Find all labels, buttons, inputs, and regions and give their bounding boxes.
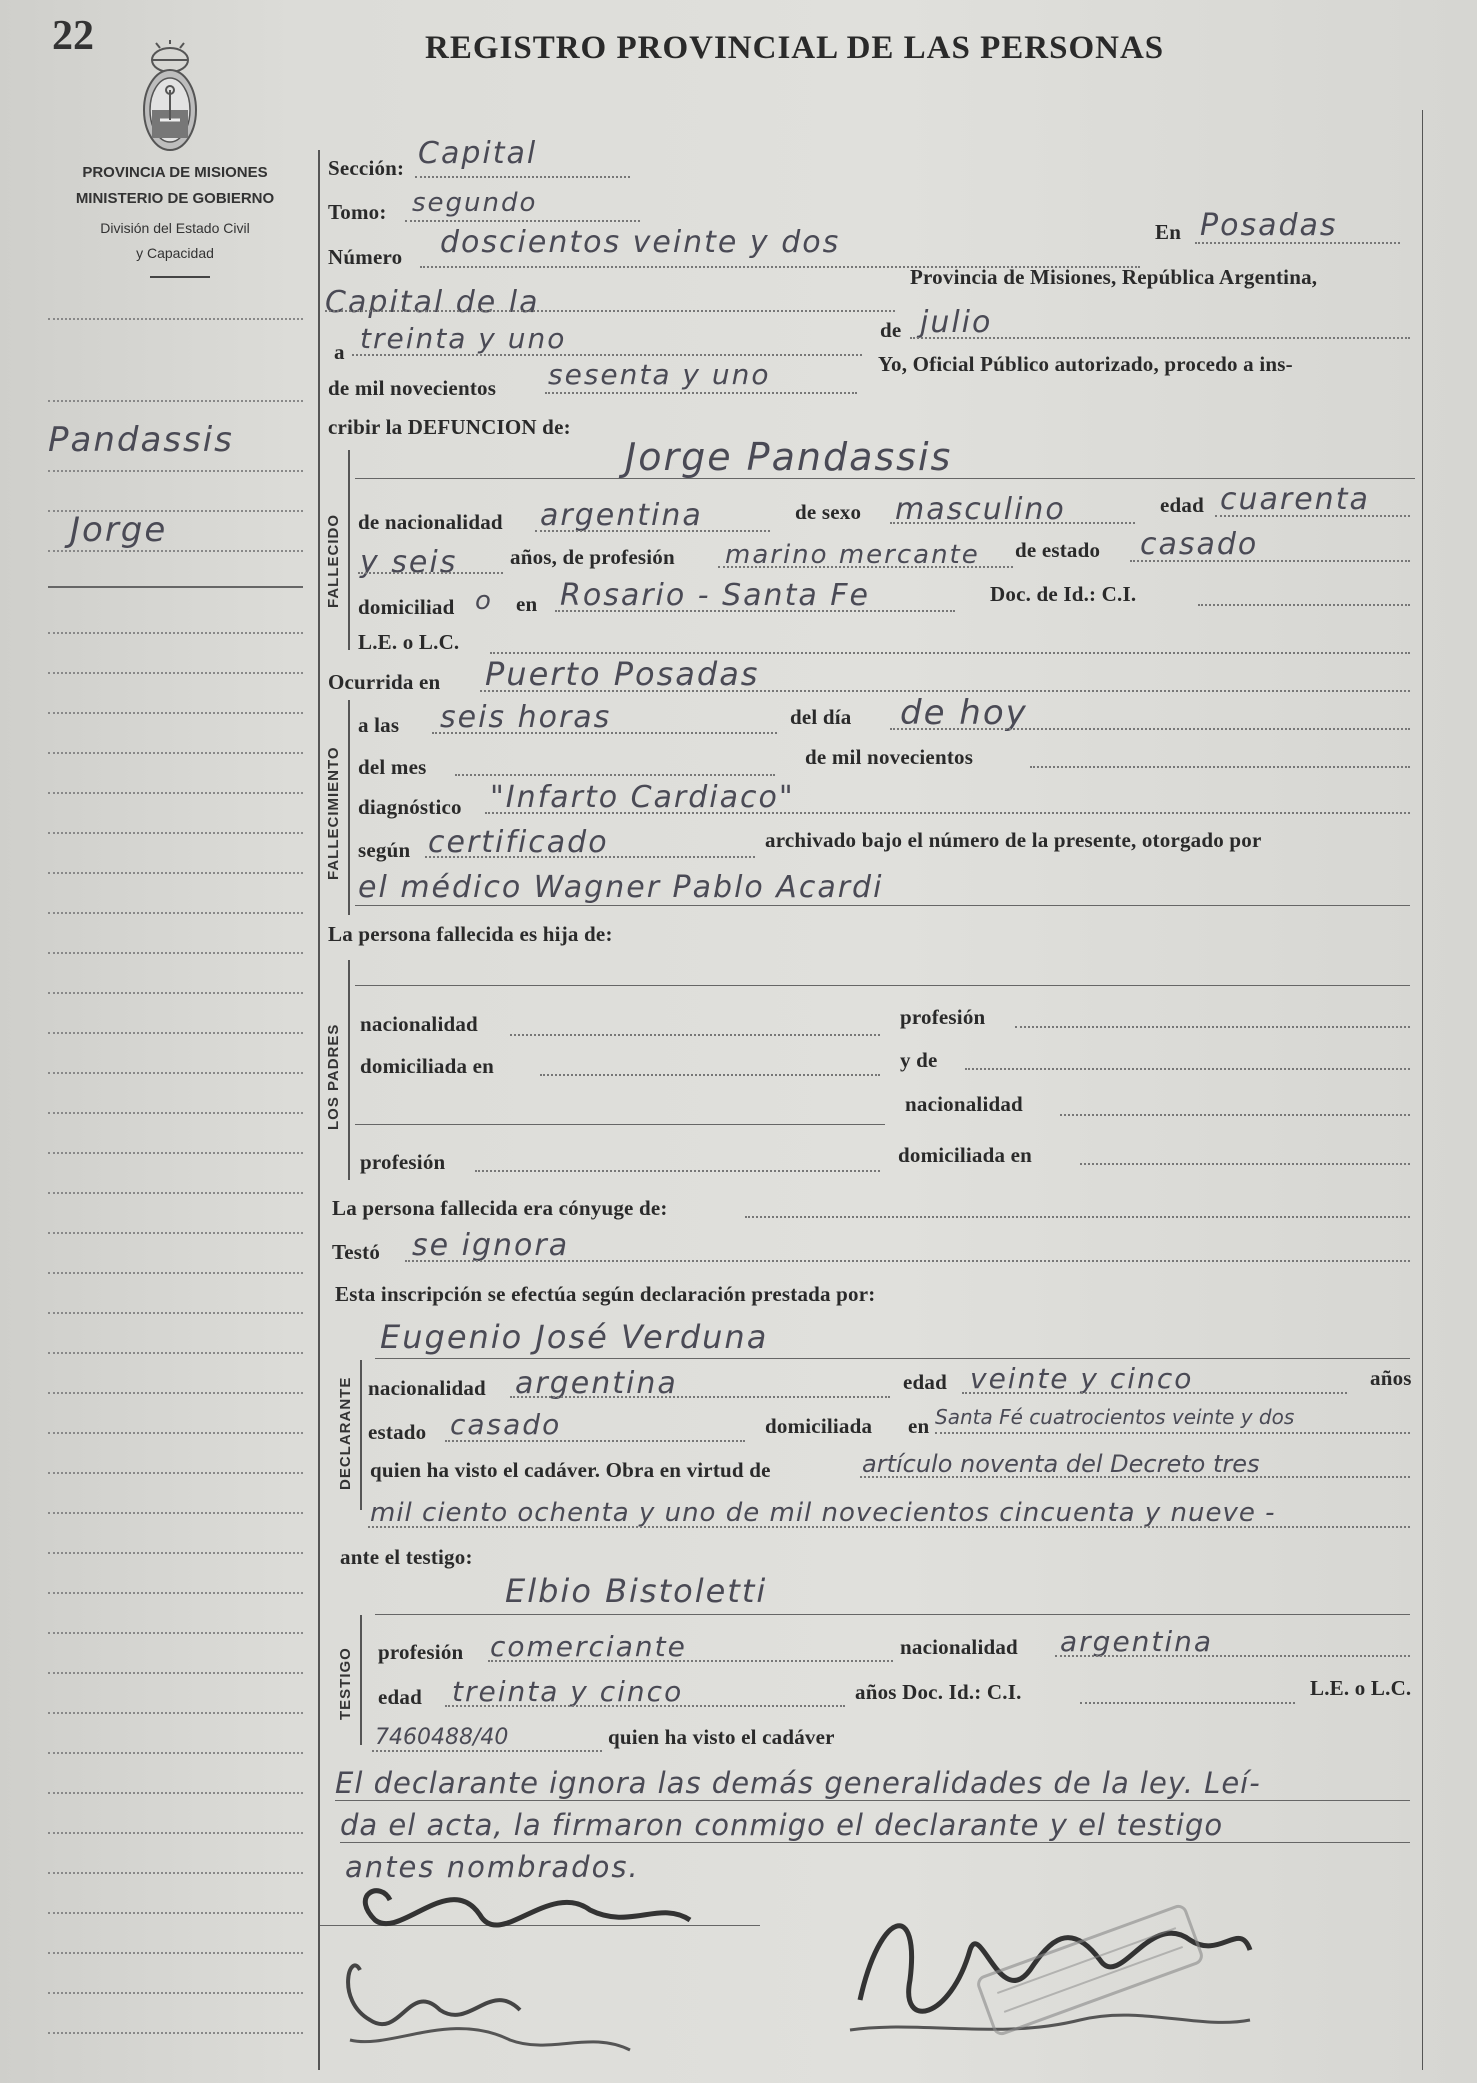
label-t-edad: edad <box>378 1685 422 1709</box>
side-fallecido: FALLECIDO <box>325 514 342 608</box>
margin-divider <box>318 150 320 2070</box>
label-p-domiciliada: domiciliada en <box>360 1054 495 1078</box>
label-p-profesion: profesión <box>900 1005 986 1029</box>
line-t-profesion <box>488 1660 893 1662</box>
label-a: a <box>334 340 345 364</box>
side-padres: LOS PADRES <box>325 1023 342 1130</box>
line-de-mil2 <box>1030 766 1410 768</box>
label-de-mil: de mil novecientos <box>328 376 497 400</box>
label-testo: Testó <box>332 1240 381 1264</box>
line-del-dia <box>890 728 1410 730</box>
label-nacionalidad: de nacionalidad <box>358 510 503 534</box>
label-d-en: en <box>908 1414 930 1438</box>
line-del-mes <box>455 774 775 776</box>
label-segun: según <box>358 838 411 862</box>
line-domicilio <box>555 610 955 612</box>
line-d-obra2 <box>368 1526 1410 1528</box>
label-t-visto: quien ha visto el cadáver <box>608 1725 835 1749</box>
issuer-line-3: División del Estado Civil <box>100 220 250 236</box>
fallecimiento-bracket <box>348 700 350 915</box>
label-t-lelc: L.E. o L.C. <box>1310 1676 1412 1700</box>
line-en <box>1195 242 1400 244</box>
label-hija-de: La persona fallecida es hija de: <box>328 922 613 946</box>
issuer-underline <box>150 276 210 278</box>
line-p-domiciliada2 <box>1080 1163 1410 1165</box>
line-edad <box>1215 515 1410 517</box>
closing-line-2: da el acta, la firmaron conmigo el declarante y el testigo <box>340 1808 1224 1842</box>
issuer-line-4: y Capacidad <box>136 245 214 261</box>
value-tomo: segundo <box>412 188 538 218</box>
value-segun: certificado <box>428 825 609 860</box>
label-ocurrida: Ocurrida en <box>328 670 441 694</box>
closing-line-1: El declarante ignora las demás generalidades de la ley. Leí- <box>335 1766 1261 1800</box>
side-testigo: TESTIGO <box>337 1647 354 1720</box>
line-estado <box>1130 560 1410 562</box>
label-le-lc: L.E. o L.C. <box>358 630 460 654</box>
label-t-nacionalidad: nacionalidad <box>900 1635 1018 1659</box>
label-estado: de estado <box>1015 538 1101 562</box>
line-p-domiciliada <box>540 1074 880 1076</box>
value-profesion: marino mercante <box>725 540 980 570</box>
line-testo <box>405 1260 1410 1262</box>
page-title: REGISTRO PROVINCIAL DE LAS PERSONAS <box>425 30 1165 66</box>
value-d-edad: veinte y cinco <box>970 1362 1194 1395</box>
value-capital: Capital de la <box>325 285 540 320</box>
label-inscribir: cribir la DEFUNCION de: <box>328 415 571 439</box>
line-diagnostico <box>485 812 1410 814</box>
value-de-mes: julio <box>920 305 993 340</box>
label-del-dia: del día <box>790 705 852 729</box>
line-a <box>352 354 862 356</box>
value-t-doc: 7460488/40 <box>375 1725 509 1750</box>
label-edad: edad <box>1160 493 1204 517</box>
padres-bracket <box>348 960 350 1180</box>
page-number: 22 <box>52 13 94 59</box>
line-d-estado <box>445 1440 745 1442</box>
line-closing-1 <box>335 1800 1410 1801</box>
label-seccion: Sección: <box>328 156 405 180</box>
line-t-doc <box>1080 1702 1295 1704</box>
line-edad2 <box>358 572 503 574</box>
label-de-mil2: de mil novecientos <box>805 745 974 769</box>
line-le-lc <box>490 652 1410 654</box>
label-doc: Doc. de Id.: C.I. <box>990 582 1137 606</box>
value-sexo: masculino <box>895 492 1066 527</box>
line-t-nacionalidad <box>1055 1655 1410 1657</box>
line-t-edad <box>445 1705 845 1707</box>
line-d-obra <box>860 1476 1410 1478</box>
value-t-edad: treinta y cinco <box>452 1675 684 1708</box>
issuer-line-2: MINISTERIO DE GOBIERNO <box>75 190 275 207</box>
line-sexo <box>890 522 1135 524</box>
value-seccion: Capital <box>418 136 538 171</box>
label-archivado: archivado bajo el número de la presente, otorgado por <box>765 828 1262 852</box>
margin-given-name: Jorge <box>70 510 168 550</box>
line-padres-2 <box>355 1124 885 1125</box>
line-tomo <box>405 220 640 222</box>
line-declarante <box>375 1358 1410 1359</box>
label-domiciliado: domiciliad <box>358 595 455 619</box>
value-domicilio: Rosario - Santa Fe <box>560 578 870 613</box>
label-d-estado: estado <box>368 1420 427 1444</box>
closing-line-3: antes nombrados. <box>345 1850 640 1884</box>
line-de-mes <box>910 337 1410 339</box>
label-diagnostico: diagnóstico <box>358 795 462 819</box>
line-closing-2 <box>340 1842 1410 1843</box>
value-diagnostico: "Infarto Cardiaco" <box>490 780 795 815</box>
value-estado: casado <box>1140 527 1259 562</box>
line-segun <box>425 856 755 858</box>
label-provincia: Provincia de Misiones, República Argentina, <box>910 265 1318 289</box>
line-conyuge <box>745 1216 1410 1218</box>
label-anos-prof: años, de profesión <box>510 545 675 569</box>
line-p-profesion <box>1015 1026 1410 1028</box>
label-p-yde: y de <box>900 1048 938 1072</box>
value-d-obra: artículo noventa del Decreto tres <box>862 1450 1260 1478</box>
value-d-nacionalidad: argentina <box>515 1366 678 1401</box>
label-d-anos: años <box>1370 1366 1412 1390</box>
line-a-las <box>432 732 777 734</box>
label-inscripcion: Esta inscripción se efectúa según declaración prestada por: <box>335 1282 876 1306</box>
label-t-profesion: profesión <box>378 1640 464 1664</box>
label-p-nacionalidad2: nacionalidad <box>905 1092 1023 1116</box>
line-t-doc-number <box>372 1750 602 1752</box>
line-doc <box>1198 604 1410 606</box>
line-d-domicilio <box>935 1432 1410 1434</box>
value-d-estado: casado <box>450 1408 562 1441</box>
right-edge-line <box>1422 110 1423 2070</box>
label-p-domiciliada2: domiciliada en <box>898 1143 1033 1167</box>
label-d-edad: edad <box>903 1370 947 1394</box>
declarante-bracket <box>360 1360 362 1510</box>
side-fallecimiento: FALLECIMIENTO <box>325 746 342 880</box>
value-a-las: seis horas <box>440 700 612 735</box>
line-ocurrida <box>480 690 1410 692</box>
margin-surname: Pandassis <box>48 420 234 460</box>
line-profesion <box>718 566 1013 568</box>
value-de-mil: sesenta y uno <box>548 358 771 391</box>
value-testigo: Elbio Bistoletti <box>505 1572 768 1610</box>
value-d-domicilio: Santa Fé cuatrocientos veinte y dos <box>935 1405 1295 1429</box>
value-medico: el médico Wagner Pablo Acardi <box>358 870 884 905</box>
line-p-nacionalidad <box>510 1034 880 1036</box>
label-sexo: de sexo <box>795 500 862 524</box>
line-p-profesion2 <box>475 1170 880 1172</box>
line-nombre <box>355 478 1415 479</box>
side-declarante: DECLARANTE <box>337 1376 354 1490</box>
label-del-mes: del mes <box>358 755 427 779</box>
coat-of-arms-seal <box>130 40 210 155</box>
label-en-domicilio: en <box>516 592 538 616</box>
line-d-nacionalidad <box>510 1396 890 1398</box>
value-en: Posadas <box>1200 208 1338 243</box>
value-d-obra2: mil ciento ochenta y uno de mil novecientos cincuenta y nueve - <box>370 1498 1276 1528</box>
value-t-profesion: comerciante <box>490 1630 687 1663</box>
label-de: de <box>880 318 902 342</box>
line-p-yde <box>965 1068 1410 1070</box>
line-medico <box>355 905 1410 906</box>
value-del-dia: de hoy <box>900 693 1028 733</box>
line-d-edad <box>962 1392 1347 1394</box>
label-tomo: Tomo: <box>328 200 387 224</box>
value-declarante: Eugenio José Verduna <box>380 1318 769 1356</box>
value-domiciliado-suffix: o <box>475 586 493 616</box>
label-a-las: a las <box>358 713 400 737</box>
value-edad2: y seis <box>360 545 458 580</box>
value-numero: doscientos veinte y dos <box>440 225 841 260</box>
line-nacionalidad <box>535 530 770 532</box>
value-nombre: Jorge Pandassis <box>625 435 953 479</box>
label-en: En <box>1155 220 1182 244</box>
value-edad: cuarenta <box>1220 482 1370 517</box>
value-testo: se ignora <box>412 1228 570 1263</box>
line-testigo <box>375 1614 1410 1615</box>
line-seccion <box>415 176 630 178</box>
label-numero: Número <box>328 245 403 269</box>
label-d-domiciliada: domiciliada <box>765 1414 873 1438</box>
signature-left <box>330 1860 750 2060</box>
value-nacionalidad: argentina <box>540 498 703 533</box>
testigo-bracket <box>360 1615 362 1745</box>
value-t-nacionalidad: argentina <box>1060 1625 1214 1658</box>
label-p-nacionalidad: nacionalidad <box>360 1012 478 1036</box>
label-d-visto: quien ha visto el cadáver. Obra en virtud de <box>370 1458 771 1482</box>
label-ante-testigo: ante el testigo: <box>340 1545 473 1569</box>
label-t-anos-doc: años Doc. Id.: C.I. <box>855 1680 1022 1704</box>
label-p-profesion2: profesión <box>360 1150 446 1174</box>
value-ocurrida: Puerto Posadas <box>485 655 760 693</box>
line-capital <box>325 310 895 312</box>
line-padres-1 <box>355 985 1410 986</box>
issuer-line-1: PROVINCIA DE MISIONES <box>82 164 268 181</box>
value-a: treinta y uno <box>360 322 567 355</box>
line-p-nacionalidad2 <box>1060 1114 1410 1116</box>
official-stamp <box>960 1900 1220 2040</box>
label-conyuge: La persona fallecida era cónyuge de: <box>332 1196 668 1220</box>
label-d-nacionalidad: nacionalidad <box>368 1376 486 1400</box>
fallecido-bracket <box>348 450 350 650</box>
line-de-mil <box>545 392 857 394</box>
label-yo-oficial: Yo, Oficial Público autorizado, procedo a ins- <box>878 352 1293 376</box>
